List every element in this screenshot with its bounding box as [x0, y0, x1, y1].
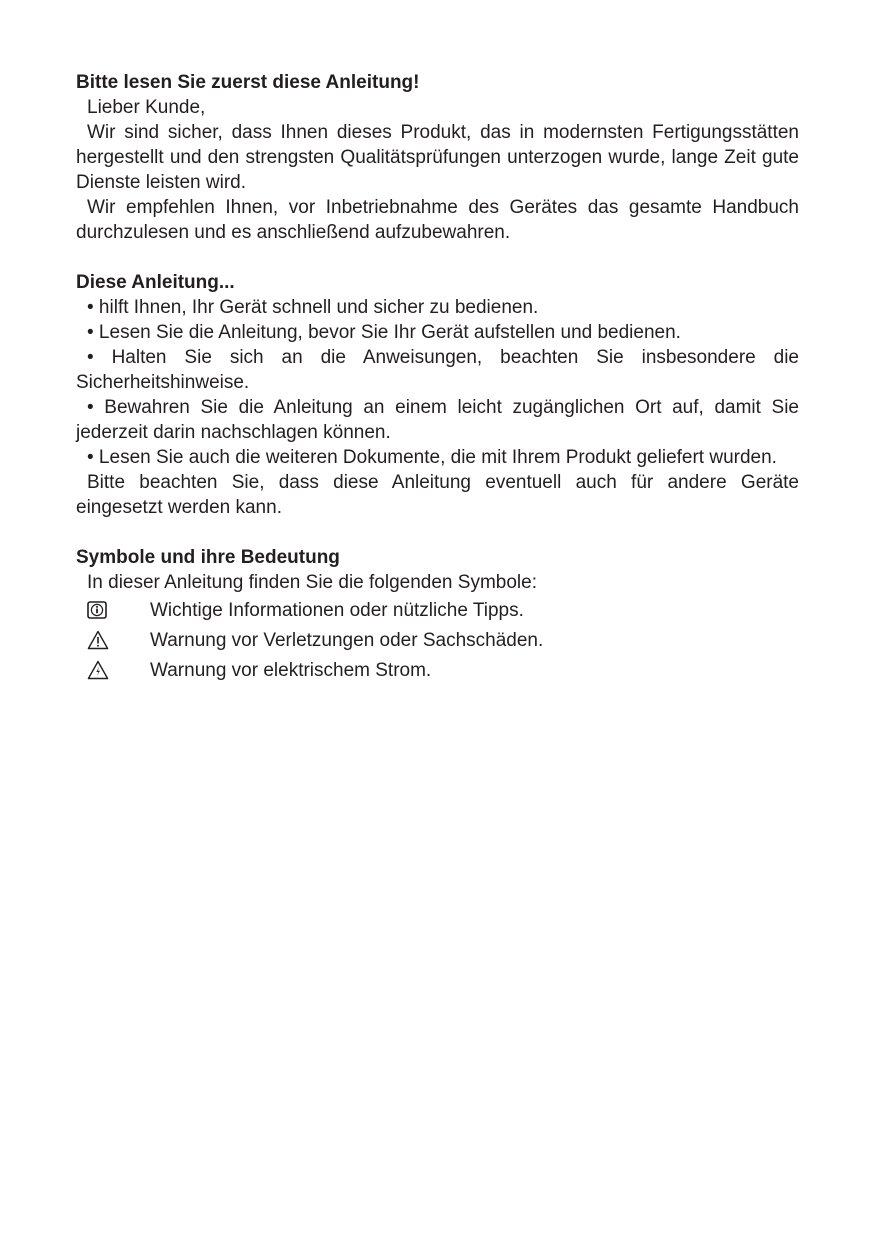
- document-page: [76, 70, 799, 685]
- section-spacer: [76, 520, 799, 545]
- symbol-description: Wichtige Informationen oder nützliche Tipps.: [150, 599, 524, 621]
- info-icon: [76, 601, 150, 619]
- symbol-row-info: [76, 595, 799, 625]
- electric-warning-icon: [76, 660, 150, 680]
- manual-bullet: • Lesen Sie die Anleitung, bevor Sie Ihr Gerät aufstellen und bedienen.: [87, 322, 681, 343]
- manual-bullet: • Bewahren Sie die Anleitung an einem leicht zugänglichen Ort auf, damit Sie jederzeit darin nachschlagen können.: [76, 397, 799, 443]
- manual-title: Diese Anleitung...: [76, 272, 235, 293]
- warning-triangle-icon: [76, 630, 150, 650]
- symbols-title: Symbole und ihre Bedeutung: [76, 547, 340, 568]
- intro-title: Bitte lesen Sie zuerst diese Anleitung!: [76, 72, 420, 93]
- symbols-intro: In dieser Anleitung finden Sie die folgenden Symbole:: [87, 572, 537, 593]
- section-spacer: [76, 245, 799, 270]
- symbol-description: Warnung vor Verletzungen oder Sachschäden.: [150, 629, 544, 651]
- symbol-description: Warnung vor elektrischem Strom.: [150, 659, 432, 681]
- intro-paragraph: Lieber Kunde,: [87, 97, 206, 118]
- symbol-row-warning: [76, 625, 799, 655]
- manual-bullet: • Halten Sie sich an die Anweisungen, beachten Sie insbesondere die Sicherheitshinweise.: [76, 347, 799, 393]
- manual-bullet: • hilft Ihnen, Ihr Gerät schnell und sicher zu bedienen.: [87, 297, 539, 318]
- manual-note: Bitte beachten Sie, dass diese Anleitung eventuell auch für andere Geräte eingesetzt werden kann.: [76, 472, 799, 518]
- symbol-row-electric: [76, 655, 799, 685]
- intro-paragraph: Wir empfehlen Ihnen, vor Inbetriebnahme des Gerätes das gesamte Handbuch durchzulesen und es anschließend aufzubewahren.: [76, 197, 799, 243]
- intro-paragraph: Wir sind sicher, dass Ihnen dieses Produkt, das in modernsten Fertigungsstätten hergestellt und den strengsten Qualitätsprüfungen unterzogen wurde, lange Zeit gute Dienste leisten wird.: [76, 122, 799, 193]
- manual-bullet: • Lesen Sie auch die weiteren Dokumente, die mit Ihrem Produkt geliefert wurden.: [87, 447, 777, 468]
